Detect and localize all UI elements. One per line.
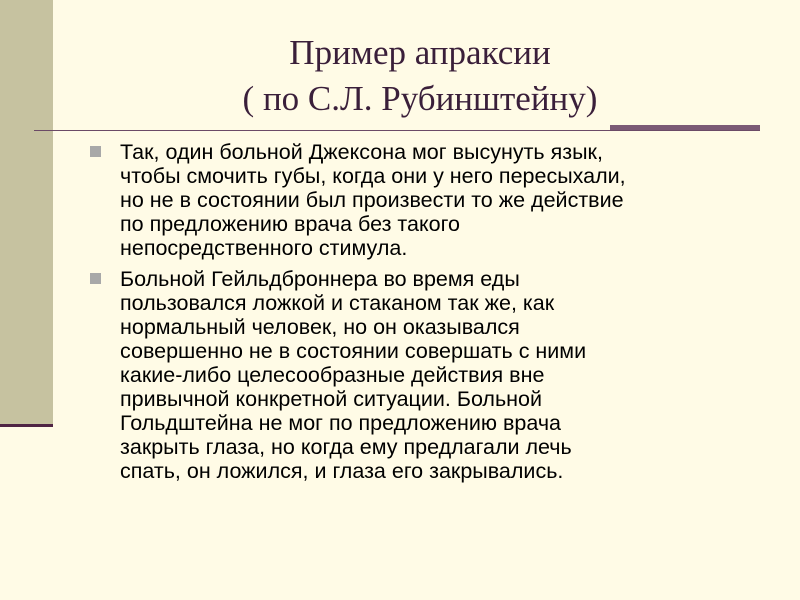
- bullet-text-line: по предложению врача без такого: [120, 212, 460, 236]
- bullet-text-line: привычной конкретной ситуации. Больной: [120, 387, 543, 411]
- bullet-text-line: совершенно не в состоянии совершать с ними: [120, 339, 587, 363]
- slide-title-line: ( по С.Л. Рубинштейну): [242, 79, 598, 118]
- decorative-side-bar-line: [0, 424, 53, 427]
- bullet-text-line: Больной Гейльдброннера во время еды: [120, 267, 520, 291]
- bullet-text-line: Так, один больной Джексона мог высунуть язык,: [120, 140, 603, 164]
- bullet-text-line: Гольдштейна не мог по предложению врача: [120, 411, 562, 435]
- bullet-text-line: пользовался ложкой и стаканом так же, как: [120, 291, 555, 315]
- bullet-text-line: закрыть глаза, но когда ему предлагали лечь: [120, 435, 572, 459]
- bullet-list: [90, 140, 740, 490]
- bullet-item: [90, 267, 740, 483]
- bullet-text-line: непосредственного стимула.: [120, 236, 408, 260]
- slide-title-line: Пример апраксии: [289, 33, 551, 72]
- square-bullet-icon: [90, 146, 101, 157]
- title-underline: [34, 130, 760, 131]
- bullet-item: [90, 140, 740, 260]
- slide-title: [60, 30, 780, 122]
- bullet-text-line: спать, он ложился, и глаза его закрывались.: [120, 459, 564, 483]
- bullet-text-line: нормальный человек, но он оказывался: [120, 315, 520, 339]
- square-bullet-icon: [90, 273, 101, 284]
- bullet-text-line: чтобы смочить губы, когда они у него пересыхали,: [120, 164, 626, 188]
- bullet-text-line: какие-либо целесообразные действия вне: [120, 363, 545, 387]
- bullet-text-line: но не в состоянии был произвести то же действие: [120, 188, 624, 212]
- decorative-side-bar: [0, 0, 53, 426]
